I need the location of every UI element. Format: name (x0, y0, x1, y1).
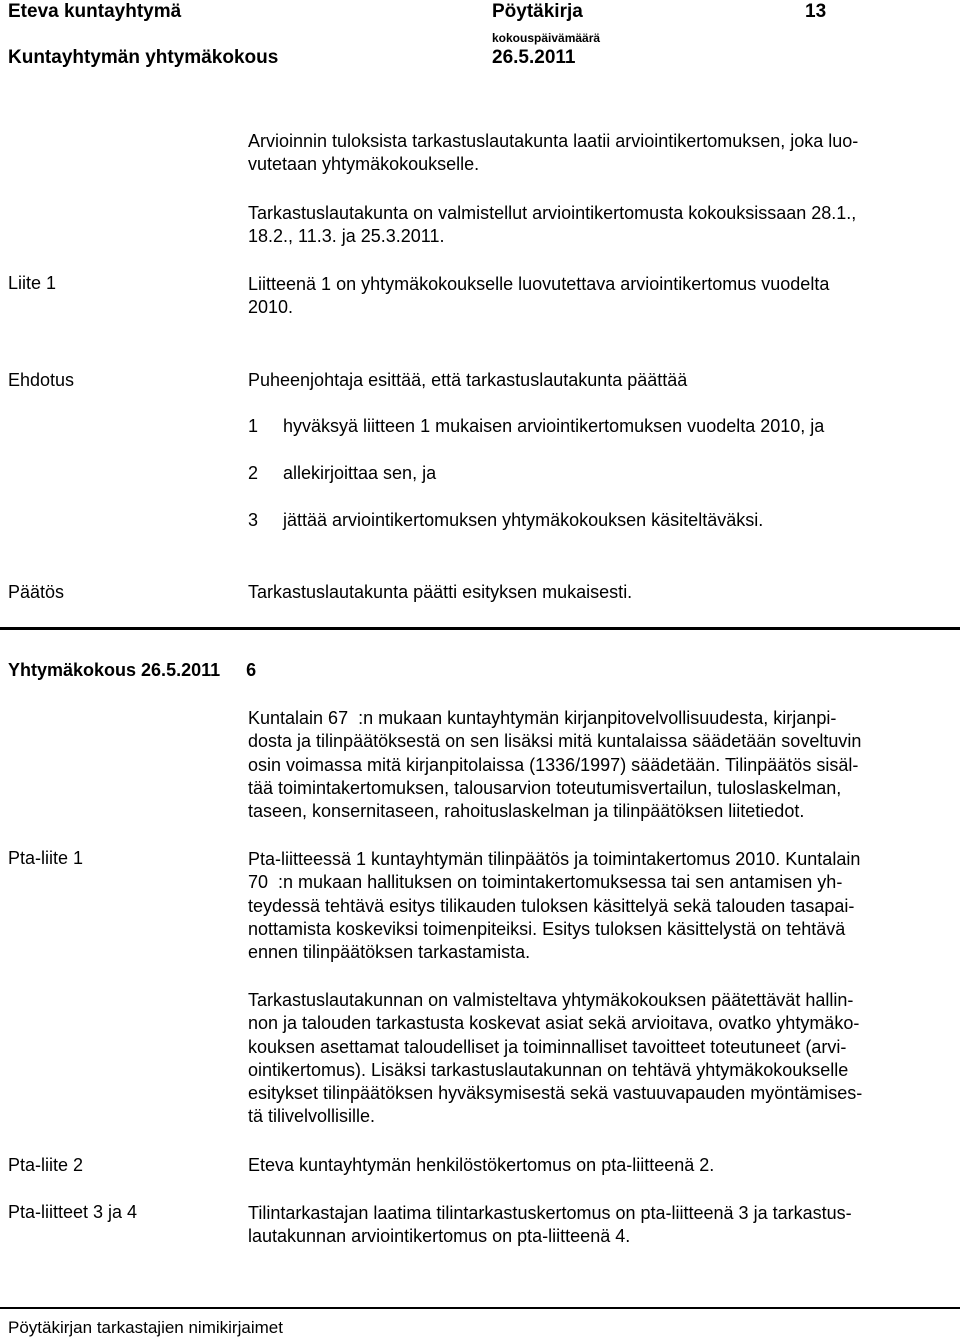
proposal-item-number: 1 (248, 416, 259, 436)
footer-divider (0, 1307, 960, 1309)
proposal-item-text: allekirjoittaa sen, ja (283, 463, 437, 483)
text-line: tää toimintakertomuksen, talousarvion toteutumisvertailun, tuloslaskelman, (248, 777, 842, 798)
section-paragraph-2 (248, 989, 938, 1129)
section-title-text: Yhtymäkokous 26.5.2011 (8, 660, 221, 680)
footer-initials-label: Pöytäkirjan tarkastajien nimikirjaimet (8, 1318, 283, 1337)
proposal-item-number: 3 (248, 510, 259, 530)
text-line: Kuntalain 67 :n mukaan kuntayhtymän kirjanpitovelvollisuudesta, kirjanpi- (248, 708, 837, 728)
text-line: lautakunnan arviointikertomus on pta-liitteenä 4. (248, 1226, 631, 1247)
intro-paragraph-1 (248, 130, 938, 177)
paatos-label: Päätös (8, 582, 65, 602)
section-number: 6 (246, 660, 257, 680)
text-line: Liitteenä 1 on yhtymäkokoukselle luovutettava arviointikertomus vuodelta (248, 274, 830, 294)
text-line: ointikertomus). Lisäksi tarkastuslautakunnan on tehtävä yhtymäkokoukselle (248, 1059, 849, 1080)
text-line: Tarkastuslautakunta on valmistellut arviointikertomusta kokouksissaan 28.1., (248, 203, 857, 223)
intro-paragraph-2 (248, 202, 938, 249)
pta-liite-1-text (248, 848, 938, 964)
section-divider (0, 627, 960, 630)
org-name: Eteva kuntayhtymä (8, 1, 182, 22)
text-line: kouksen asettamat taloudelliset ja toiminnalliset tavoitteet toteutuneet (arvi- (248, 1036, 847, 1057)
text-line: dosta ja tilinpäätöksestä on sen lisäksi mitä kuntalaissa säädetään soveltuvin (248, 731, 862, 752)
pta-liitteet-3-4-text (248, 1202, 938, 1249)
section-title (8, 660, 256, 681)
pta-liite-1-label: Pta-liite 1 (8, 848, 84, 868)
date-label: kokouspäivämäärä (492, 31, 601, 45)
section-paragraph-1 (248, 707, 938, 823)
text-line: tä tilivelvollisille. (248, 1106, 376, 1127)
pta-liite-2-text: Eteva kuntayhtymän henkilöstökertomus on pta-liitteenä 2. (248, 1155, 715, 1175)
ehdotus-label: Ehdotus (8, 370, 75, 390)
meeting-name: Kuntayhtymän yhtymäkokous (8, 47, 279, 68)
text-line: Pta-liitteessä 1 kuntayhtymän tilinpäätös ja toimintakertomus 2010. Kuntalain (248, 849, 861, 869)
text-line: osin voimassa mitä kirjanpitolaissa (1336/1997) säädetään. Tilinpäätös sisäl- (248, 754, 859, 775)
text-line: Arvioinnin tuloksista tarkastuslautakunta laatii arviointikertomuksen, joka luo- (248, 131, 859, 151)
proposal-item-number: 2 (248, 463, 259, 483)
proposal-item-text: hyväksyä liitteen 1 mukaisen arviointikertomuksen vuodelta 2010, ja (283, 416, 825, 436)
text-line: nottamista koskeviksi toimenpiteiksi. Esitys tuloksen käsittelystä on tehtävä (248, 918, 846, 939)
text-line: non ja talouden tarkastusta koskevat asiat sekä arvioitava, ovatko yhtymäko- (248, 1013, 860, 1034)
text-line: 70 :n mukaan hallituksen on toimintakertomuksessa tai sen antamisen yh- (248, 872, 843, 893)
liite-1-label: Liite 1 (8, 273, 57, 293)
text-line: vutetaan yhtymäkokoukselle. (248, 154, 480, 175)
paatos-text: Tarkastuslautakunta päätti esityksen mukaisesti. (248, 582, 633, 602)
text-line: taseen, konsernitaseen, rahoituslaskelman ja tilinpäätöksen liitetiedot. (248, 801, 805, 822)
meeting-date: 26.5.2011 (492, 47, 576, 68)
pta-liite-2-label: Pta-liite 2 (8, 1155, 84, 1175)
pta-liitteet-3-4-label: Pta-liitteet 3 ja 4 (8, 1202, 138, 1222)
text-line: ennen tilinpäätöksen tarkastamista. (248, 942, 531, 963)
text-line: Tilintarkastajan laatima tilintarkastuskertomus on pta-liitteenä 3 ja tarkastus- (248, 1203, 852, 1223)
proposal-item-text: jättää arviointikertomuksen yhtymäkokouksen käsiteltäväksi. (283, 510, 764, 530)
document-type: Pöytäkirja (492, 1, 583, 22)
liite-1-text (248, 273, 938, 320)
text-line: 2010. (248, 297, 294, 318)
text-line: Tarkastuslautakunnan on valmisteltava yhtymäkokouksen päätettävät hallin- (248, 990, 854, 1010)
text-line: esitykset tilinpäätöksen hyväksymisestä sekä vastuuvapauden myöntämises- (248, 1083, 863, 1104)
page-number: 13 (805, 1, 827, 22)
text-line: teydessä tehtävä esitys tilikauden tuloksen käsittelyä sekä talouden tasapai- (248, 895, 855, 916)
ehdotus-lead: Puheenjohtaja esittää, että tarkastuslautakunta päättää (248, 370, 688, 390)
text-line: 18.2., 11.3. ja 25.3.2011. (248, 226, 445, 247)
